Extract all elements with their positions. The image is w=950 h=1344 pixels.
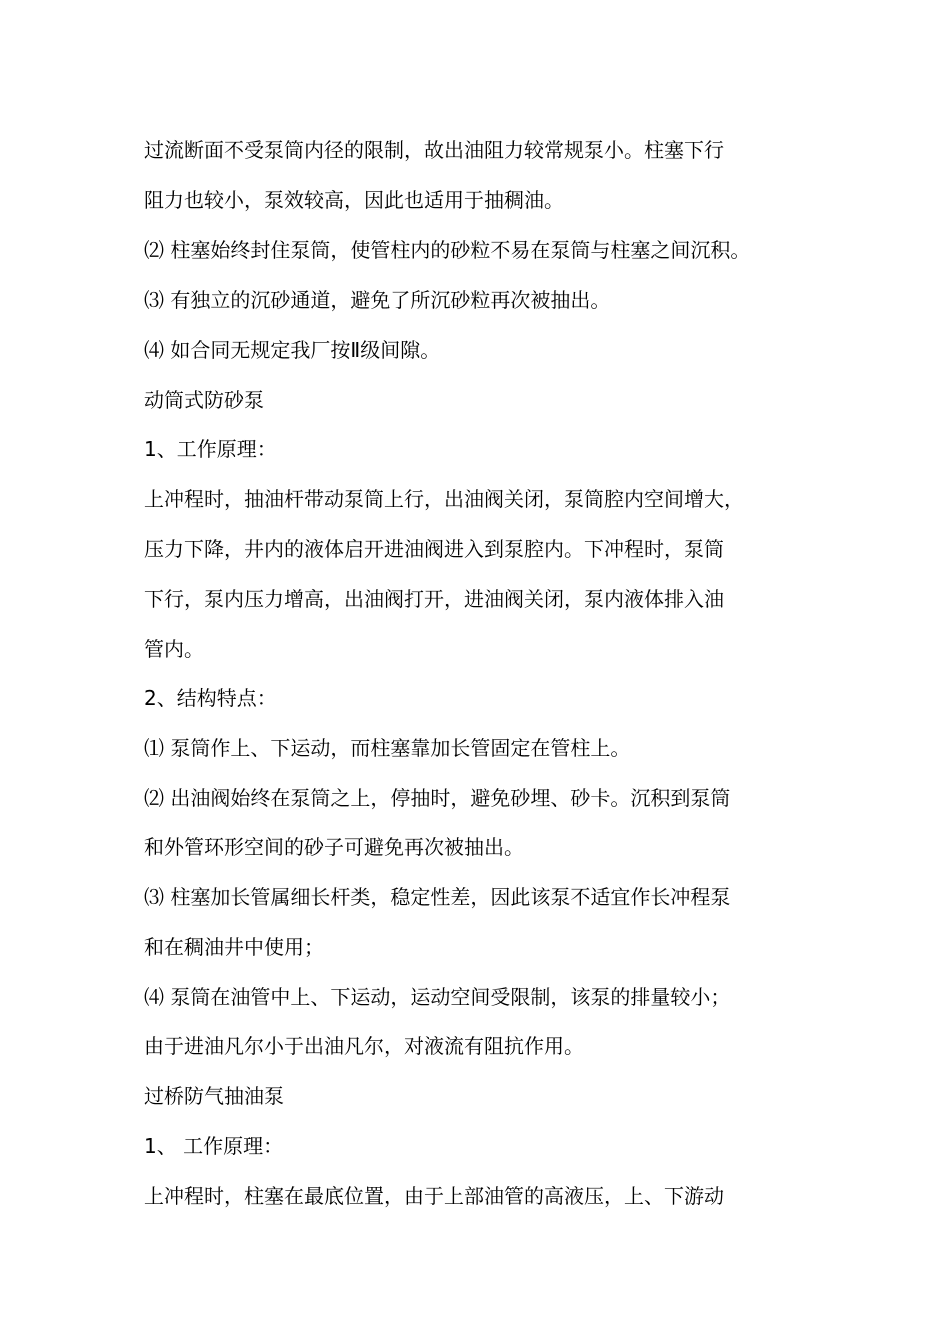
text-line: ⑷ 泵筒在油管中上、下运动，运动空间受限制，该泵的排量较小； — [144, 985, 731, 1009]
text-line: 管内。 — [144, 637, 204, 661]
text-line: 过流断面不受泵筒内径的限制，故出油阻力较常规泵小。柱塞下行 — [144, 138, 724, 162]
text-line: ⑶ 柱塞加长管属细长杆类，稳定性差，因此该泵不适宜作长冲程泵 — [144, 885, 731, 909]
text-line: 压力下降，井内的液体启开进油阀进入到泵腔内。下冲程时，泵筒 — [144, 537, 724, 561]
text-line: 下行，泵内压力增高，出油阀打开，进油阀关闭，泵内液体排入油 — [144, 587, 724, 611]
text-line: ⑶ 有独立的沉砂通道，避免了所沉砂粒再次被抽出。 — [144, 288, 611, 312]
subsection-heading: 1、工作原理： — [144, 437, 277, 461]
section-heading: 过桥防气抽油泵 — [144, 1084, 284, 1108]
text-line: 上冲程时，抽油杆带动泵筒上行，出油阀关闭，泵筒腔内空间增大， — [144, 487, 744, 511]
text-line: 由于进油凡尔小于出油凡尔，对液流有阻抗作用。 — [144, 1034, 584, 1058]
subsection-heading: 2、结构特点： — [144, 686, 277, 710]
text-line: 和外管环形空间的砂子可避免再次被抽出。 — [144, 835, 524, 859]
section-heading: 动筒式防砂泵 — [144, 388, 264, 412]
text-line: ⑵ 出油阀始终在泵筒之上，停抽时，避免砂埋、砂卡。沉积到泵筒 — [144, 786, 731, 810]
text-line: ⑷ 如合同无规定我厂按Ⅱ级间隙。 — [144, 338, 441, 362]
text-line: ⑵ 柱塞始终封住泵筒，使管柱内的砂粒不易在泵筒与柱塞之间沉积。 — [144, 238, 751, 262]
text-line: ⑴ 泵筒作上、下运动，而柱塞靠加长管固定在管柱上。 — [144, 736, 631, 760]
text-line: 上冲程时，柱塞在最底位置，由于上部油管的高液压，上、下游动 — [144, 1184, 724, 1208]
text-line: 和在稠油井中使用； — [144, 935, 324, 959]
subsection-heading: 1、 工作原理： — [144, 1134, 284, 1158]
text-line: 阻力也较小，泵效较高，因此也适用于抽稠油。 — [144, 188, 564, 212]
